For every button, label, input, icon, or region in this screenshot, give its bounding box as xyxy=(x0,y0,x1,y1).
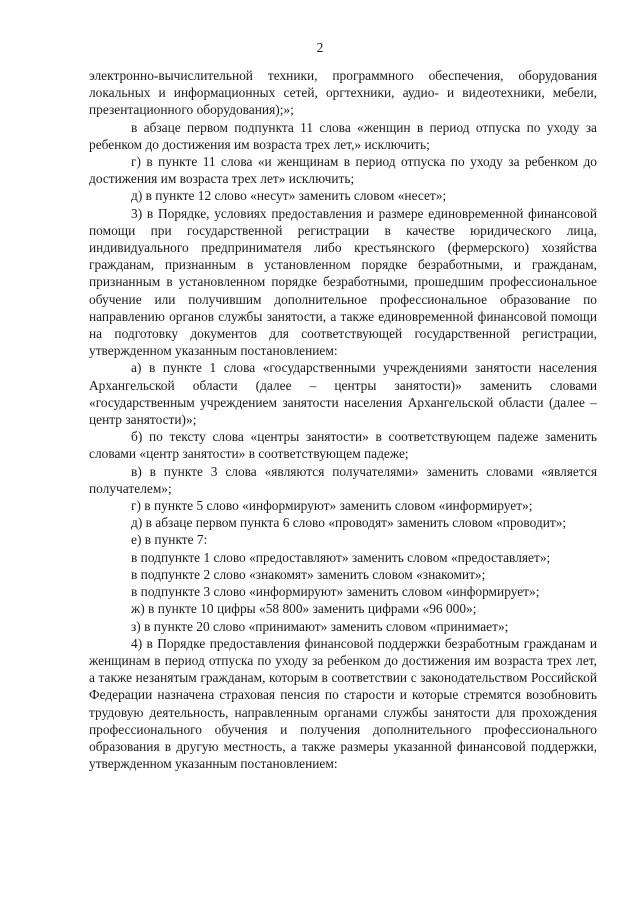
paragraph: з) в пункте 20 слово «принимают» заменить словом «принимает»; xyxy=(131,618,509,634)
paragraph: в абзаце первом подпункта 11 слова «женщин в период отпуска по уходу за ребенком до достижения им возраста трех лет,» исключить; xyxy=(89,119,597,152)
paragraph: 4) в Порядке предоставления финансовой поддержки безработным гражданам и женщинам в период отпуска по уходу за ребенком до достижения им возраста трех лет, а также незанятым гражданам, которым в соответствии с законодательством Российской Федерации назначена страховая пенсия по старости и которые стремятся возобновить трудовую деятельность, направленным органами службы занятости для прохождения профессионального обучения и получения дополнительного профессионального образования в другую местность, а также размеры указанной финансовой поддержки, утвержденном указанным постановлением: xyxy=(89,635,597,772)
paragraph: а) в пункте 1 слова «государственными учреждениями занятости населения Архангельской области (далее – центры занятости)» заменить словами «государственным учреждением занятости населения Архангельской области (далее – центр занятости)»; xyxy=(89,360,597,428)
paragraph: в) в пункте 3 слова «являются получателями» заменить словами «является получателем»; xyxy=(89,463,597,496)
paragraph: г) в пункте 5 слово «информируют» заменить словом «информирует»; xyxy=(131,498,533,514)
page-number: 2 xyxy=(316,40,324,55)
paragraph: д) в пункте 12 слово «несут» заменить словом «несет»; xyxy=(131,188,447,204)
document-body xyxy=(89,67,597,772)
paragraph: г) в пункте 11 слова «и женщинам в период отпуска по уходу за ребенком до достижения им возраста трех лет» исключить; xyxy=(89,154,597,187)
paragraph: ж) в пункте 10 цифры «58 800» заменить цифрами «96 000»; xyxy=(131,601,477,617)
paragraph: в подпункте 3 слово «информируют» заменить словом «информирует»; xyxy=(131,584,540,600)
paragraph: е) в пункте 7: xyxy=(131,532,208,548)
paragraph: в подпункте 2 слово «знакомят» заменить словом «знакомит»; xyxy=(131,566,486,582)
paragraph: б) по тексту слова «центры занятости» в соответствующем падеже заменить словами «центр занятости» в соответствующем падеже; xyxy=(89,429,597,462)
paragraph: в подпункте 1 слово «предоставляют» заменить словом «предоставляет»; xyxy=(131,549,551,565)
paragraph: д) в абзаце первом пункта 6 слово «проводят» заменить словом «проводит»; xyxy=(131,515,567,531)
paragraph: электронно-вычислительной техники, программного обеспечения, оборудования локальных и информационных сетей, оргтехники, аудио- и видеотехники, мебели, презентационного оборудования);»; xyxy=(89,68,597,118)
paragraph: 3) в Порядке, условиях предоставления и размере единовременной финансовой помощи при государственной регистрации в качестве юридического лица, индивидуального предпринимателя либо крестьянского (фермерского) хозяйства гражданам, признанным в установленном порядке безработными, и гражданам, признанным в установленном порядке безработными, прошедшим профессиональное обучение или получившим дополнительное профессиональное образование по направлению органов службы занятости, а также единовременной финансовой помощи на подготовку документов для соответствующей государственной регистрации, утвержденном указанным постановлением: xyxy=(89,205,597,359)
